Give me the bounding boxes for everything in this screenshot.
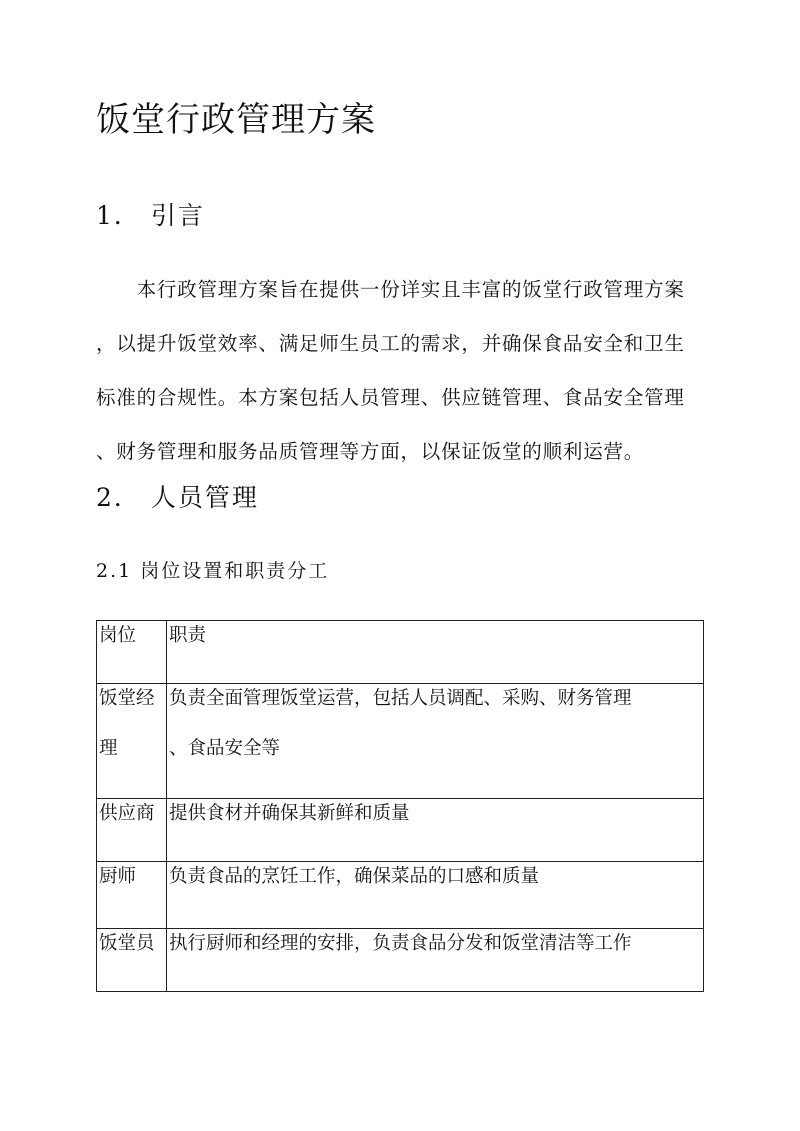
- table-cell-position: 厨师: [97, 862, 167, 929]
- table-cell-position: 供应商: [97, 799, 167, 862]
- section-heading-intro: 1． 引言: [96, 201, 205, 230]
- table-row: [97, 929, 704, 992]
- document-title: 饭堂行政管理方案: [96, 100, 376, 140]
- intro-paragraph: [96, 263, 704, 479]
- table-cell-position: 饭堂员: [97, 929, 167, 992]
- table-cell-duty: 负责全面管理饭堂运营，包括人员调配、采购、财务管理 、食品安全等: [167, 684, 704, 799]
- table-cell-duty: 执行厨师和经理的安排，负责食品分发和饭堂清洁等工作: [167, 929, 704, 992]
- table-row: [97, 684, 704, 799]
- table-row: [97, 799, 704, 862]
- table-cell-duty: 负责食品的烹饪工作，确保菜品的口感和质量: [167, 862, 704, 929]
- intro-paragraph-line: ，以提升饭堂效率、满足师生员工的需求，并确保食品安全和卫生: [96, 332, 685, 355]
- table-cell-duty: 提供食材并确保其新鲜和质量: [167, 799, 704, 862]
- table-row: [97, 862, 704, 929]
- intro-paragraph-line: 标准的合规性。本方案包括人员管理、供应链管理、食品安全管理: [96, 386, 685, 409]
- intro-paragraph-line: 本行政管理方案旨在提供一份详实且丰富的饭堂行政管理方案: [96, 278, 685, 301]
- section-heading-staff: 2． 人员管理: [96, 483, 259, 512]
- table-header-duty: 职责: [167, 621, 704, 684]
- table-cell-position: 饭堂经 理: [97, 684, 167, 799]
- intro-paragraph-line: 、财务管理和服务品质管理等方面，以保证饭堂的顺利运营。: [96, 440, 645, 463]
- subsection-heading-positions: 2.1 岗位设置和职责分工: [96, 560, 330, 582]
- table-header-position: 岗位: [97, 621, 167, 684]
- duty-table: [96, 620, 704, 992]
- table-header-row: [97, 621, 704, 684]
